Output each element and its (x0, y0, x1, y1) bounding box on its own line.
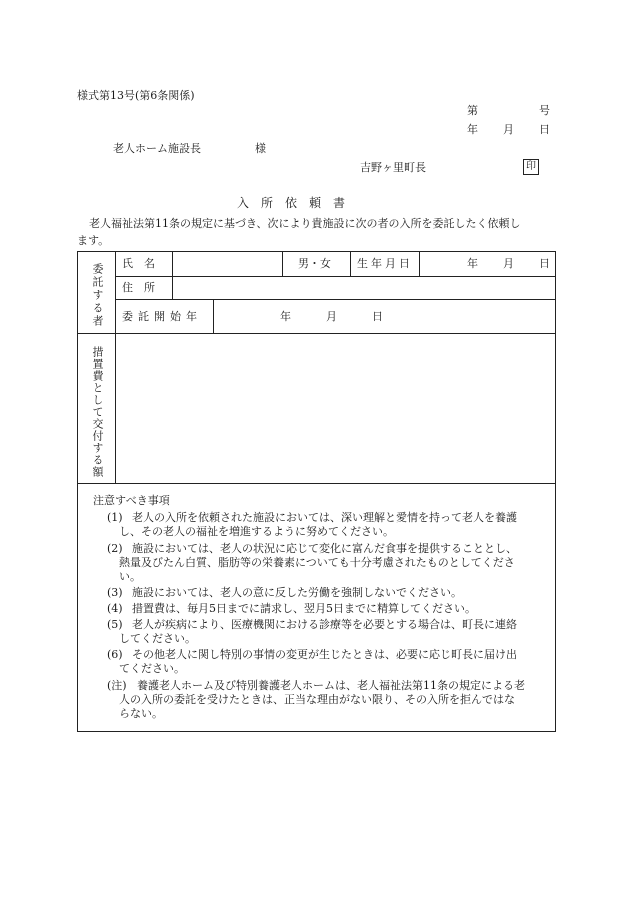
doc-number-prefix: 第 (467, 104, 478, 117)
header-column-divider (115, 251, 116, 484)
start-label-divider (213, 299, 214, 333)
start-date-label: 委託開始年 (122, 310, 202, 323)
consignee-header: 委託する者 (91, 263, 104, 328)
note-number: (注) (107, 679, 127, 692)
note-line: てください。 (119, 662, 185, 675)
note-line: その他老人に関し特別の事情の変更が生じたときは、必要に応じ町長に届け出 (132, 648, 517, 661)
note-line: 施設においては、老人の状況に応じて変化に富んだ食事を提供することとし、 (132, 542, 517, 555)
birth-day-label: 日 (539, 257, 550, 270)
allowance-amount-header: 措置費として交付する額 (91, 346, 104, 478)
intro-line-2: ます。 (77, 234, 110, 247)
addressee: 老人ホーム施設長 (113, 142, 201, 155)
note-line: 施設においては、老人の意に反した労働を強制しないでください。 (132, 586, 462, 599)
name-gender-divider (282, 251, 283, 276)
form-number: 様式第13号(第6条関係) (77, 89, 195, 102)
row-divider-2 (115, 299, 556, 300)
note-number: (1) (107, 511, 123, 524)
section-divider (77, 333, 556, 334)
start-month-label: 月 (326, 310, 337, 323)
sender-name: 吉野ヶ里町長 (360, 161, 426, 174)
intro-line-1: 老人福祉法第11条の規定に基づき、次により貴施設に次の者の入所を委託したく依頼し (89, 217, 521, 230)
gender-options: 男・女 (298, 257, 331, 270)
document-title: 入 所 依 頼 書 (237, 196, 346, 210)
note-number: (5) (107, 618, 123, 631)
birth-year-label: 年 (467, 257, 478, 270)
note-line: 熱量及びたん白質、脂肪等の栄養素についても十分考慮されたものとしてくださ (119, 556, 515, 569)
note-number: (2) (107, 542, 123, 555)
note-line: 措置費は、毎月5日までに請求し、翌月5日までに精算してください。 (132, 602, 476, 615)
name-label: 氏 名 (122, 257, 155, 270)
note-number: (4) (107, 602, 123, 615)
note-line: し、その老人の福祉を増進するように努めてください。 (119, 525, 394, 538)
addressee-honorific: 様 (255, 142, 266, 155)
birthdate-label: 生年月日 (357, 257, 413, 270)
label-column-divider (172, 251, 173, 299)
row-divider-1 (115, 276, 556, 277)
note-line: 養護老人ホーム及び特別養護老人ホームは、老人福祉法第11条の規定による老 (137, 679, 525, 692)
note-line: 老人が疾病により、医療機関における診療等を必要とする場合は、町長に連絡 (132, 618, 517, 631)
note-line: い。 (119, 570, 141, 583)
note-line: 人の入所の委託を受けたときは、正当な理由がない限り、その入所を拒んではな (119, 693, 515, 706)
birth-month-label: 月 (503, 257, 514, 270)
address-label: 住 所 (122, 281, 155, 294)
notes-heading: 注意すべき事項 (93, 494, 170, 507)
birth-label-divider (419, 251, 420, 276)
start-day-label: 日 (372, 310, 383, 323)
start-year-label: 年 (280, 310, 291, 323)
note-number: (6) (107, 648, 123, 661)
note-line: らない。 (119, 707, 163, 720)
date-day-label: 日 (539, 123, 550, 136)
gender-birth-divider (350, 251, 351, 276)
date-year-label: 年 (467, 123, 478, 136)
doc-number-suffix: 号 (539, 104, 550, 117)
note-number: (3) (107, 586, 123, 599)
note-line: 老人の入所を依頼された施設においては、深い理解と愛情を持って老人を養護 (132, 511, 517, 524)
date-month-label: 月 (503, 123, 514, 136)
seal-mark: 印 (523, 159, 539, 175)
note-line: してください。 (119, 632, 196, 645)
